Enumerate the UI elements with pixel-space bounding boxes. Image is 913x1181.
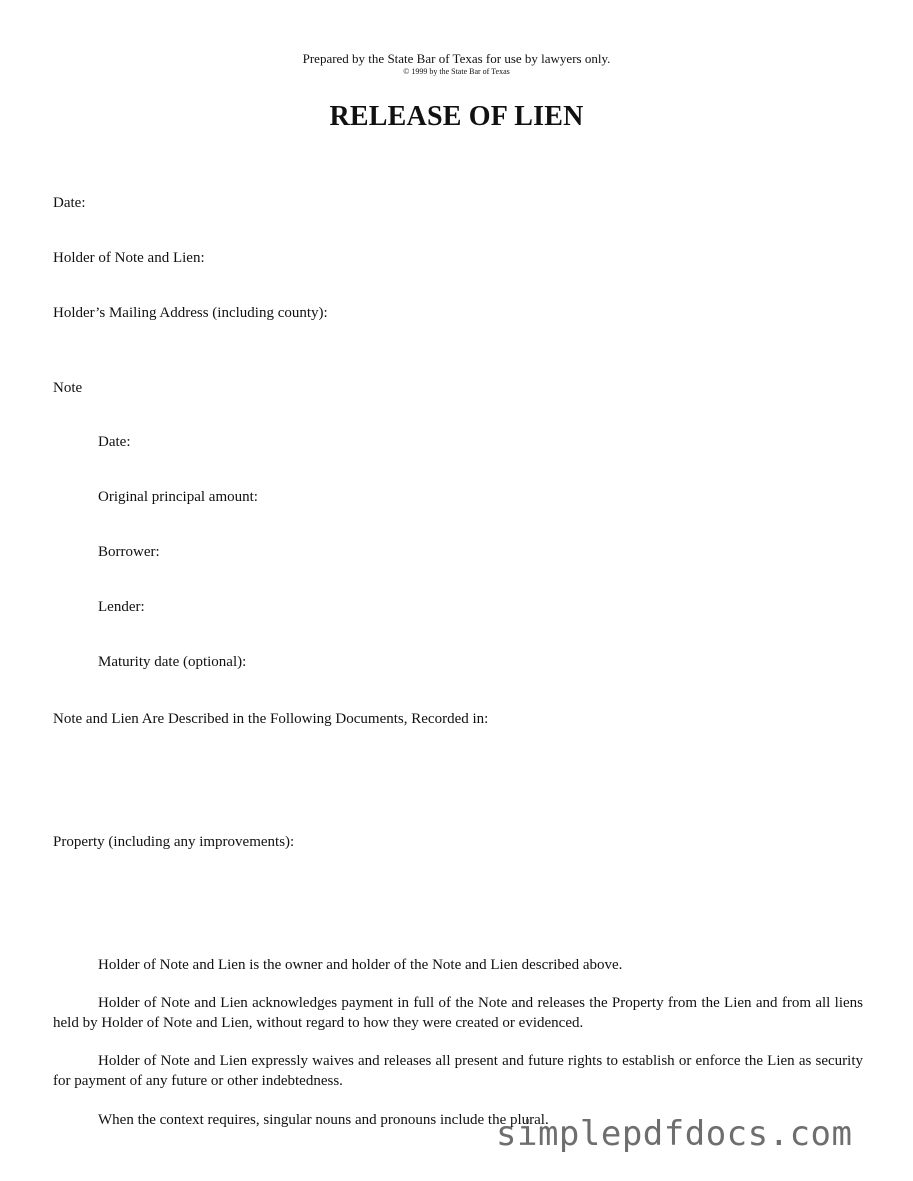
copyright-notice: © 1999 by the State Bar of Texas: [403, 67, 510, 76]
lender-label: Lender:: [98, 599, 145, 615]
document-title: RELEASE OF LIEN: [329, 101, 584, 132]
prepared-by-notice: Prepared by the State Bar of Texas for use by lawyers only.: [302, 51, 611, 66]
plural-context-paragraph: When the context requires, singular nouns and pronouns include the plural.: [98, 1112, 549, 1128]
maturity-date-label: Maturity date (optional):: [98, 654, 247, 670]
date-label: Date:: [53, 195, 86, 211]
original-principal-label: Original principal amount:: [98, 489, 258, 505]
documents-label: Note and Lien Are Described in the Following Documents, Recorded in:: [53, 711, 489, 727]
borrower-label: Borrower:: [98, 544, 160, 560]
ownership-paragraph: Holder of Note and Lien is the owner and holder of the Note and Lien described above.: [98, 957, 623, 973]
note-date-label: Date:: [98, 434, 131, 450]
note-heading: Note: [53, 380, 83, 396]
property-label: Property (including any improvements):: [53, 834, 295, 850]
holder-address-label: Holder’s Mailing Address (including county):: [53, 305, 328, 321]
waiver-paragraph: Holder of Note and Lien expressly waives and releases all present and future rights to establish or enforce the Lien as security for payment of any future or other indebtedness.: [53, 1053, 863, 1089]
payment-release-paragraph: Holder of Note and Lien acknowledges payment in full of the Note and releases the Property from the Lien and from all liens held by Holder of Note and Lien, without regard to how they were created or evidenced.: [53, 995, 863, 1031]
holder-label: Holder of Note and Lien:: [53, 250, 205, 266]
watermark: simplepdfdocs.com: [496, 1114, 853, 1154]
